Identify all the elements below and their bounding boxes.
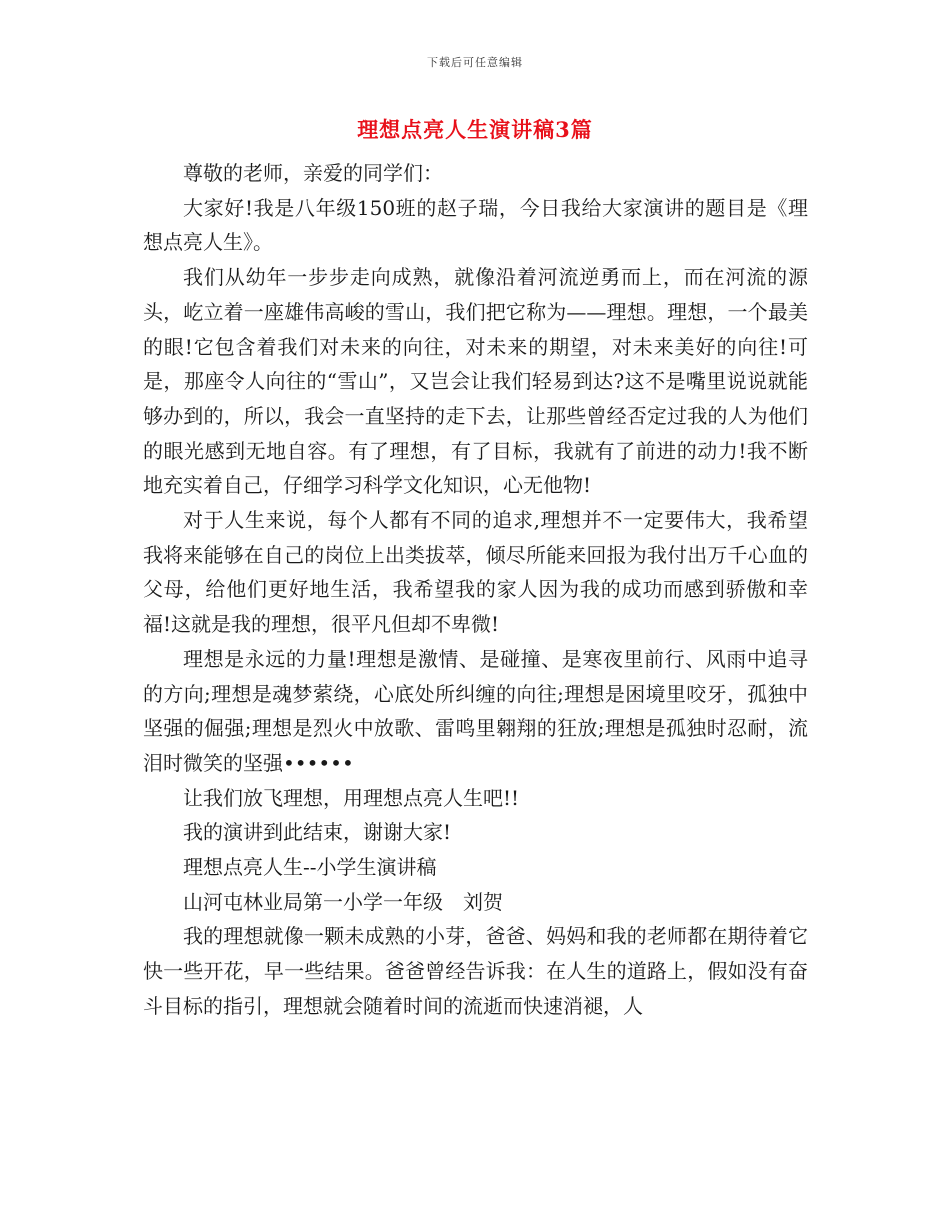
body-paragraph: 对于人生来说，每个人都有不同的追求,理想并不一定要伟大，我希望我将来能够在自己的岗位上出类拔萃，倾尽所能来回报为我付出万千心血的父母，给他们更好地生活，我希望我的家人因为我的成功而感到骄傲和幸福!这就是我的理想，很平凡但却不卑微! (143, 508, 808, 637)
closing-paragraph: 我的演讲到此结束，谢谢大家! (183, 820, 452, 845)
body-paragraph: 让我们放飞理想，用理想点亮人生吧!! (183, 785, 520, 810)
body-paragraph: 理想是永远的力量!理想是激情、是碰撞、是寒夜里前行、风雨中追寻的方向;理想是魂梦萦绕，心底处所纠缠的向往;理想是困境里咬牙，孤独中坚强的倔强;理想是烈火中放歌、雷鸣里翱翔的狂放;理想是孤独时忍耐，流泪时微笑的坚强•••••• (143, 646, 808, 775)
document-body (143, 156, 808, 1024)
second-speech-title: 理想点亮人生--小学生演讲稿 (183, 855, 437, 880)
body-paragraph: 我的理想就像一颗未成熟的小芽，爸爸、妈妈和我的老师都在期待着它快一些开花，早一些结果。爸爸曾经告诉我：在人生的道路上，假如没有奋斗目标的指引，理想就会随着时间的流逝而快速消褪，人 (143, 924, 808, 1018)
body-paragraph: 我们从幼年一步步走向成熟，就像沿着河流逆勇而上，而在河流的源头，屹立着一座雄伟高峻的雪山，我们把它称为——理想。理想，一个最美的眼!它包含着我们对未来的向往，对未来的期望，对未来美好的向往!可是，那座令人向往的“雪山”，又岂会让我们轻易到达?这不是嘴里说说就能够办到的，所以，我会一直坚持的走下去，让那些曾经否定过我的人为他们的眼光感到无地自容。有了理想，有了目标，我就有了前进的动力!我不断地充实着自己，仔细学习科学文化知识，心无他物! (143, 265, 808, 498)
page-header-note: 下载后可任意编辑 (427, 56, 523, 69)
greeting-paragraph: 大家好!我是八年级150班的赵子瑞，今日我给大家演讲的题目是《理想点亮人生》。 (143, 195, 808, 255)
salutation-paragraph: 尊敬的老师，亲爱的同学们： (183, 161, 443, 185)
second-speech-author: 山河屯林业局第一小学一年级 刘贺 (183, 889, 503, 914)
document-title: 理想点亮人生演讲稿3篇 (357, 117, 593, 142)
